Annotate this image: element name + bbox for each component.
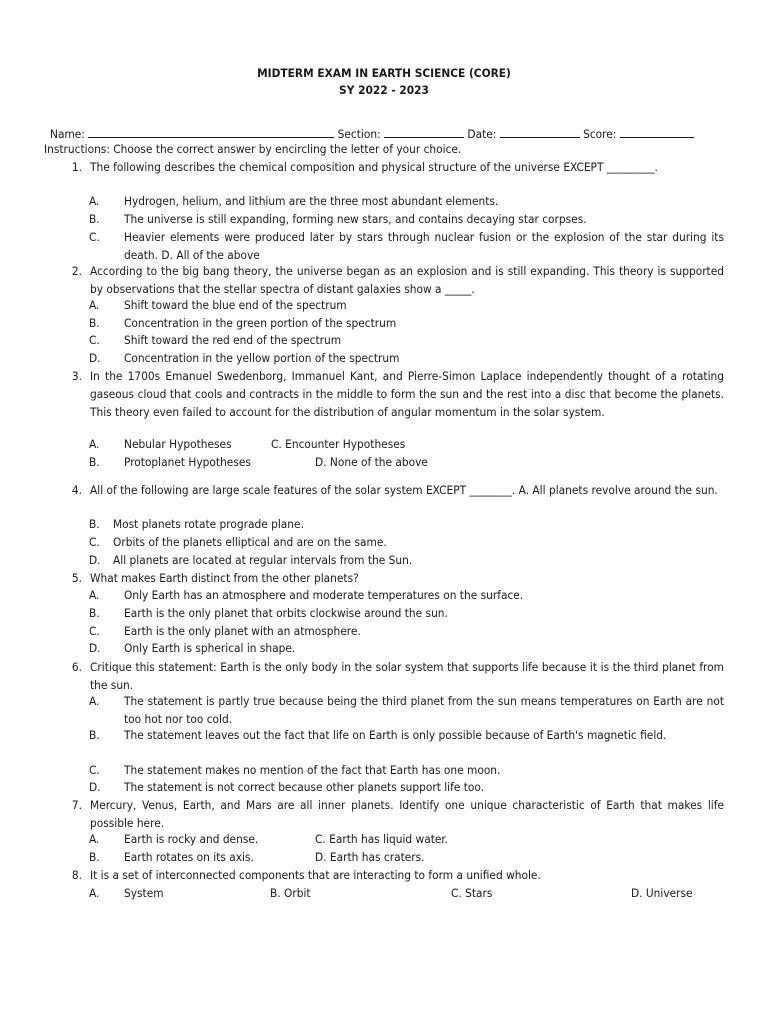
question-text: Critique this statement: Earth is the only body in the solar system that supports life because it is the third planet from the sun. (90, 660, 724, 692)
option-letter[interactable]: D. (89, 351, 101, 365)
option-text-7a: Earth is rocky and dense. (124, 832, 259, 846)
question-text: The following describes the chemical composition and physical structure of the universe EXCEPT _________. (90, 160, 658, 174)
option-4c[interactable] (89, 534, 724, 552)
option-letter[interactable]: C. (89, 333, 100, 347)
option-letter-8a[interactable]: A. (89, 886, 100, 900)
school-year: SY 2022 - 2023 (339, 83, 429, 97)
option-letter[interactable]: D. (89, 641, 101, 655)
option-text-8b[interactable]: B. Orbit (270, 886, 311, 900)
option-letter[interactable]: B. (89, 517, 100, 531)
option-letter[interactable]: C. (89, 763, 100, 777)
option-text: The statement leaves out the fact that life on Earth is only possible because of Earth's magnetic field. (124, 728, 667, 742)
option-text: Shift toward the red end of the spectrum (124, 333, 342, 347)
question-number: 4. (71, 483, 82, 497)
option-text-3b: Protoplanet Hypotheses (124, 455, 251, 469)
option-text: Most planets rotate prograde plane. (113, 517, 304, 531)
exam-title: MIDTERM EXAM IN EARTH SCIENCE (CORE) (257, 66, 511, 80)
option-text: Earth is the only planet that orbits clockwise around the sun. (124, 606, 448, 620)
option-text: Only Earth has an atmosphere and moderate temperatures on the surface. (124, 588, 524, 602)
option-text-3c[interactable]: C. Encounter Hypotheses (271, 437, 406, 451)
date-label: Date: (467, 127, 497, 141)
score-label: Score: (583, 127, 617, 141)
option-text: All planets are located at regular intervals from the Sun. (113, 553, 413, 567)
question-text: It is a set of interconnected components that are interacting to form a unified whole. (90, 868, 541, 882)
option-text-3d[interactable]: D. None of the above (315, 455, 428, 469)
option-4d[interactable] (89, 552, 724, 570)
option-text: The statement is partly true because being the third planet from the sun means temperatures on Earth are not too hot nor too cold. (124, 694, 724, 726)
option-text: Shift toward the blue end of the spectrum (124, 298, 347, 312)
question-number: 8. (71, 868, 82, 882)
option-letter[interactable]: B. (89, 606, 100, 620)
question-number: 1. (71, 160, 82, 174)
option-text-7c[interactable]: C. Earth has liquid water. (315, 832, 449, 846)
option-letter[interactable]: C. (89, 230, 100, 244)
option-text: The statement makes no mention of the fact that Earth has one moon. (124, 763, 501, 777)
name-label: Name: (50, 127, 85, 141)
score-blank[interactable] (620, 125, 694, 138)
option-letter[interactable]: B. (89, 316, 100, 330)
option-letter[interactable]: B. (89, 212, 100, 226)
option-letter[interactable]: A. (89, 298, 100, 312)
option-text: The statement is not correct because other planets support life too. (124, 780, 485, 794)
question-number: 6. (71, 660, 82, 674)
option-text: Heavier elements were produced later by stars through nuclear fusion or the explosion of the star during its death. D. All of the above (124, 230, 724, 262)
option-letter[interactable]: A. (89, 694, 100, 708)
option-letter[interactable]: C. (89, 535, 100, 549)
option-4b[interactable] (89, 516, 724, 534)
question-text: According to the big bang theory, the universe began as an explosion and is still expanding. This theory is supported by observations that the stellar spectra of distant galaxies show a _____. (90, 264, 724, 296)
option-letter-7a[interactable]: A. (89, 832, 100, 846)
option-text: Only Earth is spherical in shape. (124, 641, 296, 655)
option-letter[interactable]: D. (89, 780, 101, 794)
option-letter[interactable]: D. (89, 553, 101, 567)
option-text-8d[interactable]: D. Universe (631, 886, 693, 900)
question-text: Mercury, Venus, Earth, and Mars are all inner planets. Identify one unique characteristic of Earth that makes life possible here. (90, 798, 724, 830)
option-text-8a: System (124, 886, 164, 900)
option-text-7d[interactable]: D. Earth has craters. (315, 850, 425, 864)
option-text-8c[interactable]: C. Stars (451, 886, 493, 900)
section-label: Section: (337, 127, 381, 141)
option-text-3a: Nebular Hypotheses (124, 437, 232, 451)
option-letter-7b[interactable]: B. (89, 850, 100, 864)
option-letter-3a[interactable]: A. (89, 437, 100, 451)
option-letter[interactable]: B. (89, 728, 100, 742)
question-number: 3. (71, 369, 82, 383)
option-letter[interactable]: A. (89, 194, 100, 208)
option-text: Concentration in the green portion of the spectrum (124, 316, 397, 330)
section-blank[interactable] (384, 125, 464, 138)
option-text: Concentration in the yellow portion of the spectrum (124, 351, 400, 365)
name-blank[interactable] (88, 125, 334, 138)
question-text: All of the following are large scale features of the solar system EXCEPT ________. A. All planets revolve around the sun. (90, 483, 718, 497)
option-text: Hydrogen, helium, and lithium are the three most abundant elements. (124, 194, 499, 208)
option-letter[interactable]: C. (89, 624, 100, 638)
option-text: Orbits of the planets elliptical and are on the same. (113, 535, 387, 549)
instructions: Instructions: Choose the correct answer by encircling the letter of your choice. (44, 142, 462, 156)
question-number: 7. (71, 798, 82, 812)
question-number: 2. (71, 264, 82, 278)
question-number: 5. (71, 571, 82, 585)
date-blank[interactable] (500, 125, 580, 138)
question-text: What makes Earth distinct from the other planets? (90, 571, 359, 585)
option-text: The universe is still expanding, forming new stars, and contains decaying star corpses. (124, 212, 587, 226)
option-text: Earth is the only planet with an atmosphere. (124, 624, 361, 638)
option-letter-3b[interactable]: B. (89, 455, 100, 469)
option-letter[interactable]: A. (89, 588, 100, 602)
option-text-7b: Earth rotates on its axis. (124, 850, 254, 864)
question-text: In the 1700s Emanuel Swedenborg, Immanuel Kant, and Pierre-Simon Laplace independently thought of a rotating gaseous cloud that cools and contracts in the middle to form the sun and the rest into a disc that become the planets. This theory even failed to account for the distribution of angular momentum in the solar system. (90, 369, 724, 419)
